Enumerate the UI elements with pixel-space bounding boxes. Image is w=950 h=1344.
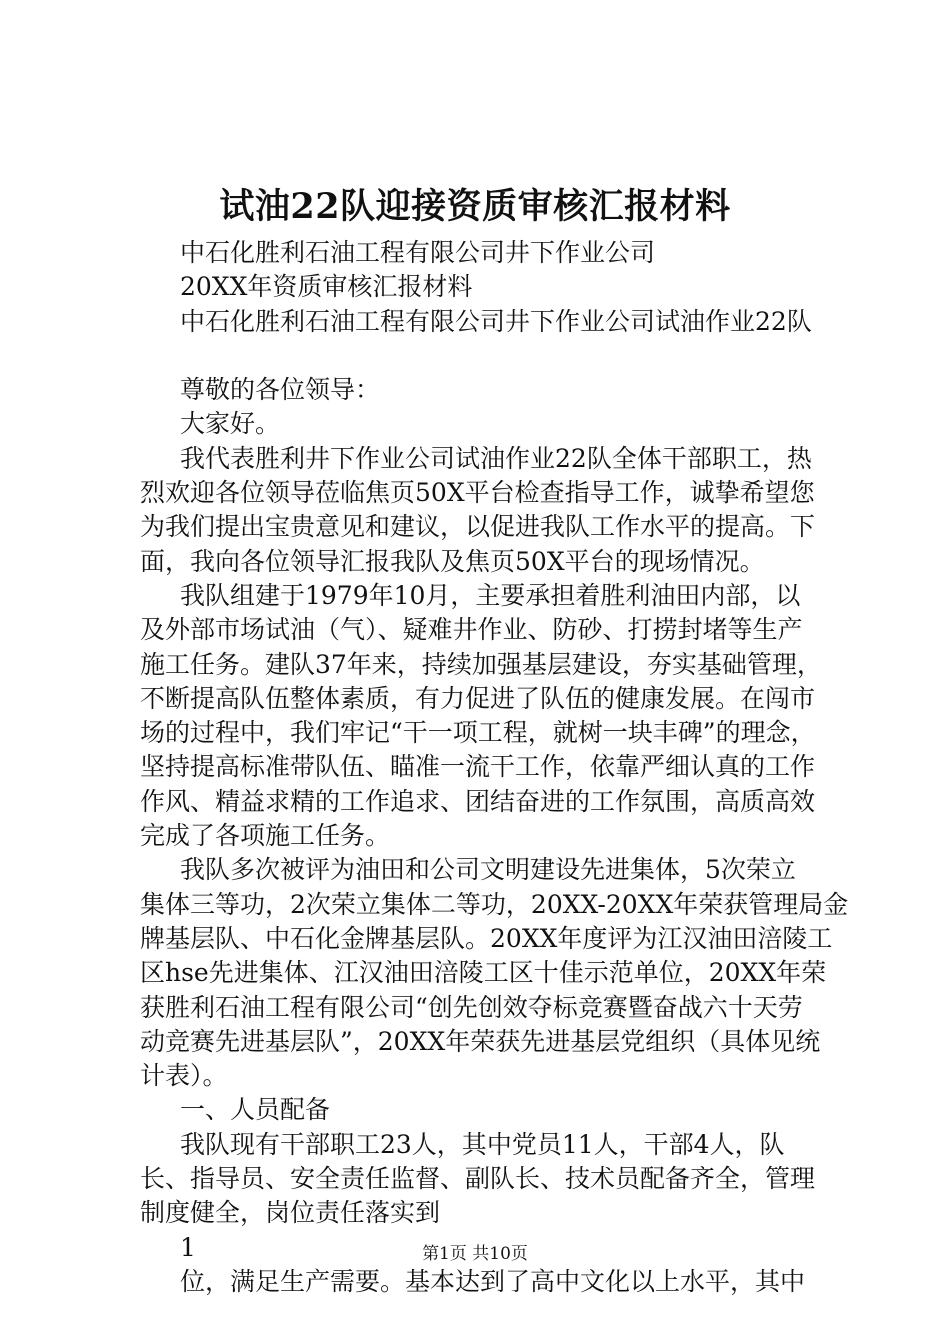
text-line: 牌基层队、中石化金牌基层队。20XX年度评为江汉油田涪陵工 [140, 923, 833, 953]
text-line: 大家好。 [180, 409, 281, 439]
text-line: 集体三等功，2次荣立集体二等功，20XX-20XX年荣获管理局金 [140, 889, 849, 919]
text-line: 我队组建于1979年10月，主要承担着胜利油田内部，以 [180, 580, 801, 610]
text-line: 动竞赛先进基层队”，20XX年荣获先进基层党组织（具体见统 [140, 1026, 821, 1056]
text-line: 中石化胜利石油工程有限公司井下作业公司 [180, 238, 656, 267]
document-body [140, 236, 849, 1299]
text-line: 面，我向各位领导汇报我队及焦页50X平台的现场情况。 [140, 546, 765, 576]
text-line: 为我们提出宝贵意见和建议，以促进我队工作水平的提高。下 [140, 512, 816, 542]
blank-line [140, 339, 836, 373]
text-line: 20XX年资质审核汇报材料 [180, 272, 473, 302]
text-line: 场的过程中，我们牢记“干一项工程，就树一块丰碑”的理念， [140, 718, 816, 748]
text-line: 及外部市场试油（气）、疑难井作业、防砂、打捞封堵等生产 [140, 615, 803, 645]
text-line: 不断提高队伍整体素质，有力促进了队伍的健康发展。在闯市 [140, 683, 816, 713]
text-line: 我队现有干部职工23人，其中党员11人，干部4人，队 [180, 1129, 785, 1159]
page-footer: 第1页 共10页 [422, 1244, 528, 1264]
text-line: 我队多次被评为油田和公司文明建设先进集体，5次荣立 [180, 855, 796, 885]
text-line: 位，满足生产需要。基本达到了高中文化以上水平，其中 [180, 1266, 806, 1296]
text-line: 计表）。 [140, 1061, 228, 1091]
text-line: 我代表胜利井下作业公司试油作业22队全体干部职工，热 [180, 443, 812, 473]
text-line: 施工任务。建队37年来，持续加强基层建设，夯实基础管理， [140, 649, 822, 679]
text-line: 一、人员配备 [180, 1095, 331, 1125]
text-line: 完成了各项施工任务。 [140, 821, 391, 851]
text-line: 区hse先进集体、江汉油田涪陵工区十佳示范单位，20XX年荣 [140, 958, 827, 988]
text-line: 中石化胜利石油工程有限公司井下作业公司试油作业22队 [180, 306, 812, 336]
text-line: 制度健全，岗位责任落实到 [140, 1198, 441, 1228]
text-line: 坚持提高标准带队伍、瞄准一流干工作，依靠严细认真的工作 [140, 752, 816, 782]
text-line: 烈欢迎各位领导莅临焦页50X平台检查指导工作，诚挚希望您 [140, 478, 815, 508]
text-line: 获胜利石油工程有限公司“创先创效夺标竞赛暨奋战六十天劳 [140, 992, 803, 1022]
text-line: 尊敬的各位领导： [180, 375, 381, 405]
text-line: 长、指导员、安全责任监督、副队长、技术员配备齐全，管理 [140, 1164, 816, 1194]
document-title: 试油22队迎接资质审核汇报材料 [219, 186, 731, 227]
text-line: 1 [180, 1232, 196, 1262]
text-line: 作风、精益求精的工作追求、团结奋进的工作氛围，高质高效 [140, 786, 816, 816]
